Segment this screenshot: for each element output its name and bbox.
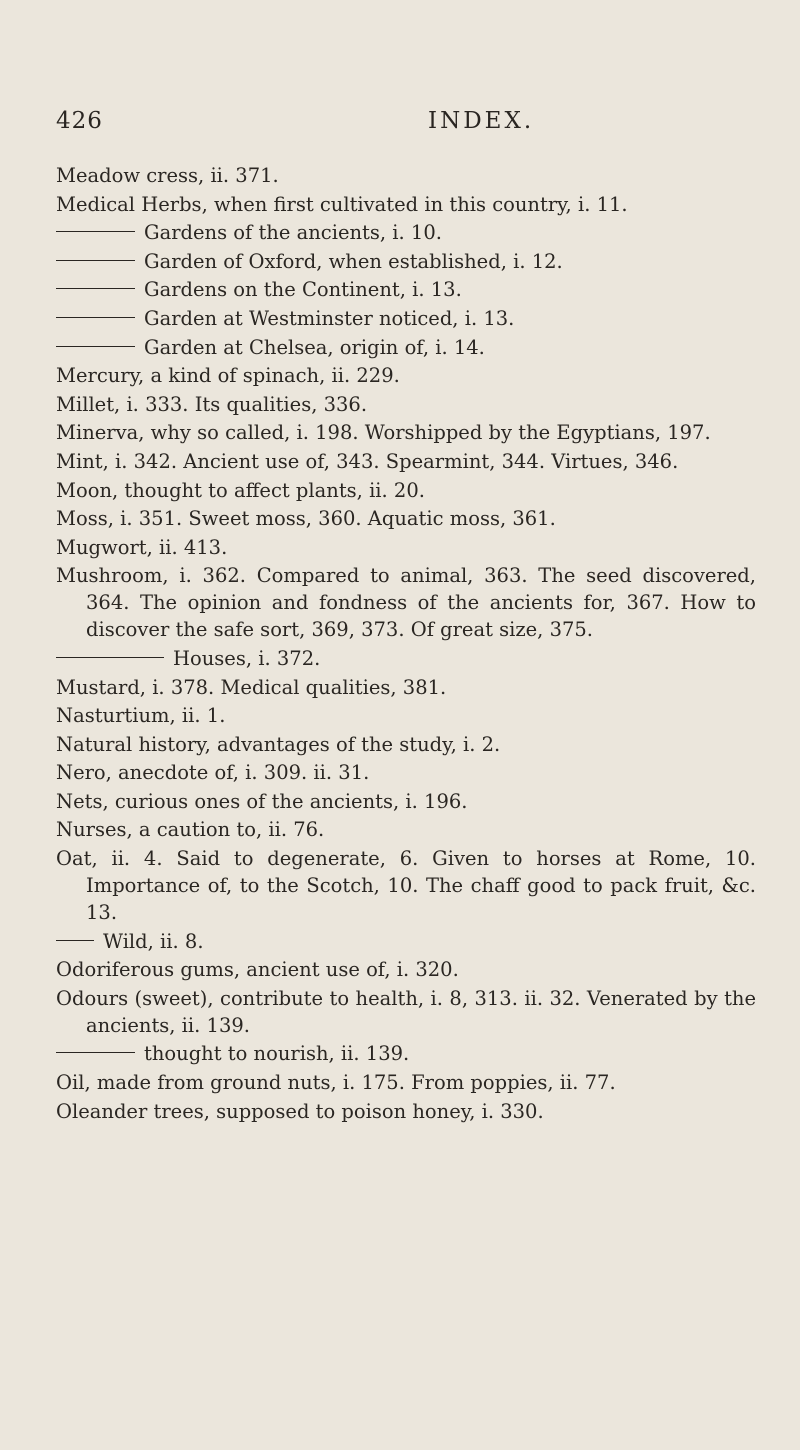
index-subentry: Gardens on the Continent, i. 13. [56,276,756,303]
index-entry: Minerva, why so called, i. 198. Worshipped by the Egyptians, 197. [56,421,711,445]
index-entry: Natural history, advantages of the study, i. 2. [56,732,501,756]
index-entry: Mustard, i. 378. Medical qualities, 381. [56,675,447,699]
ditto-dash [56,288,135,289]
index-entry: Mugwort, ii. 413. [56,535,228,559]
index-entry: Oat, ii. 4. Said to degenerate, 6. Given to horses at Rome, 10. Importance of, to the Scotch, 10. The chaff good to pack fruit, &c. 13. [56,847,756,925]
index-subentry: Garden of Oxford, when established, i. 12. [56,248,756,275]
page-number: 426 [56,108,103,134]
index-subentry: Houses, i. 372. [56,645,756,672]
ditto-dash [56,317,135,318]
index-entry: Nero, anecdote of, i. 309. ii. 31. [56,761,370,785]
index-subentry: thought to nourish, ii. 139. [56,1040,756,1067]
index-subentry: Gardens of the ancients, i. 10. [56,219,756,246]
index-entry: Odours (sweet), contribute to health, i. 8, 313. ii. 32. Venerated by the ancients, ii. 139. [56,986,756,1037]
ditto-dash [56,231,135,232]
page-title: INDEX. [428,108,535,134]
index-entry: Odoriferous gums, ancient use of, i. 320. [56,958,459,982]
ditto-dash [56,657,164,658]
index-entry: Medical Herbs, when first cultivated in this country, i. 11. [56,192,628,216]
index-entry: Moon, thought to affect plants, ii. 20. [56,478,425,502]
index-entry: Oil, made from ground nuts, i. 175. From poppies, ii. 77. [56,1071,616,1095]
index-entry: Oleander trees, supposed to poison honey, i. 330. [56,1099,544,1123]
page-header [56,108,746,142]
index-entry: Mushroom, i. 362. Compared to animal, 363. The seed discovered, 364. The opinion and fondness of the ancients for, 367. How to discover the safe sort, 369, 373. Of great size, 375. [56,564,756,642]
index-subentry: Wild, ii. 8. [56,928,756,955]
index-entry: Nurses, a caution to, ii. 76. [56,818,325,842]
ditto-dash [56,346,135,347]
ditto-dash [56,260,135,261]
index-subentry: Garden at Chelsea, origin of, i. 14. [56,334,756,361]
index-entries [56,162,756,1126]
index-entry: Mint, i. 342. Ancient use of, 343. Spearmint, 344. Virtues, 346. [56,449,679,473]
index-entry: Millet, i. 333. Its qualities, 336. [56,392,368,416]
ditto-dash [56,940,94,941]
index-subentry: Garden at Westminster noticed, i. 13. [56,305,756,332]
index-entry: Nets, curious ones of the ancients, i. 196. [56,789,468,813]
ditto-dash [56,1052,135,1053]
index-entry: Mercury, a kind of spinach, ii. 229. [56,364,400,388]
index-entry: Meadow cress, ii. 371. [56,164,279,187]
index-entry: Moss, i. 351. Sweet moss, 360. Aquatic moss, 361. [56,507,556,531]
index-entry: Nasturtium, ii. 1. [56,704,226,728]
